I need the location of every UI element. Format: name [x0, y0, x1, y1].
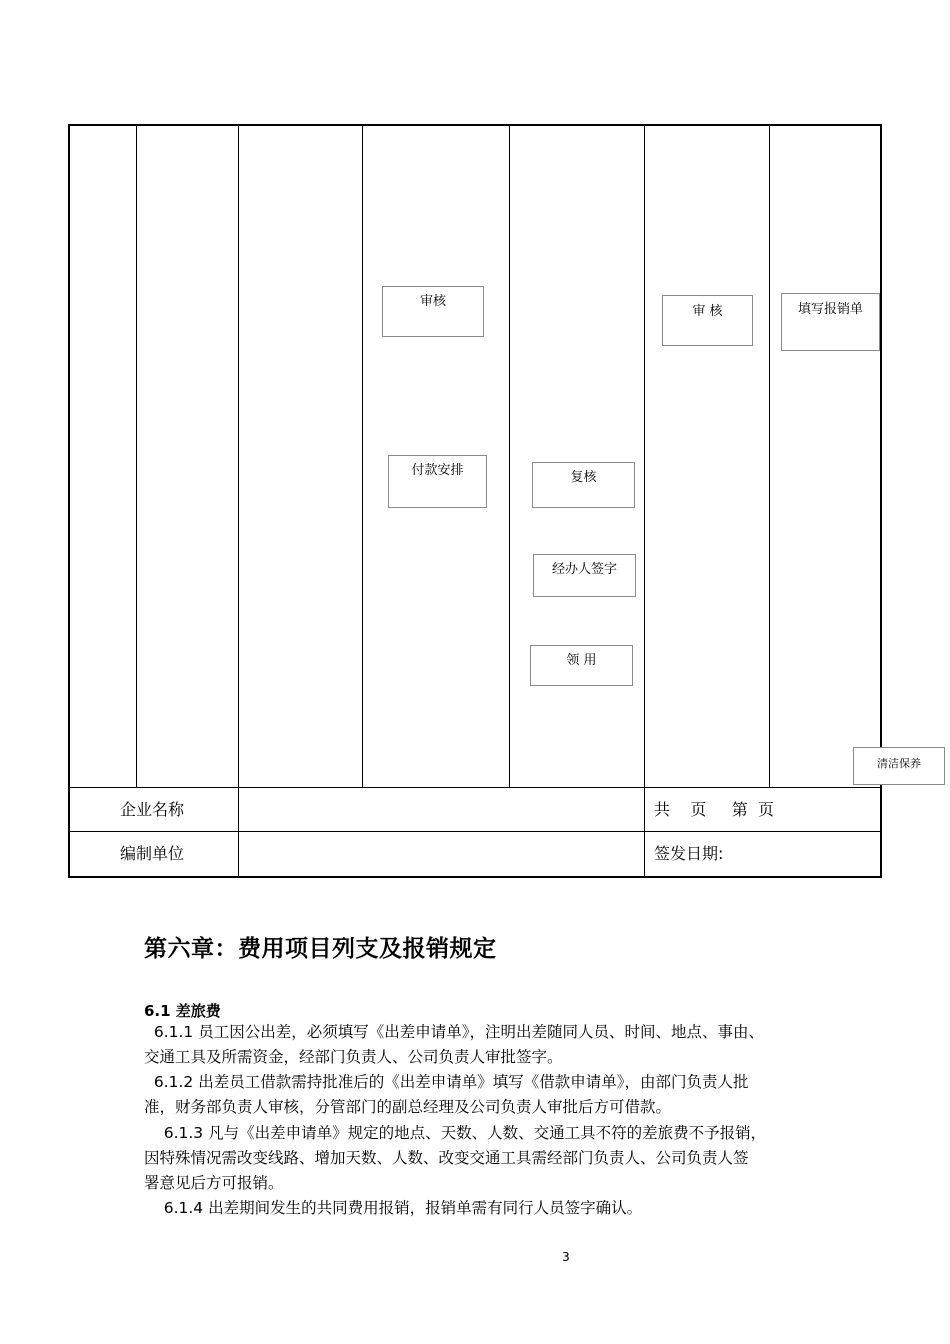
chapter-title: 第六章：费用项目列支及报销规定 [144, 936, 497, 962]
receive-box: 领 用 [530, 645, 633, 686]
audit-box-2: 审 核 [662, 295, 753, 346]
paragraph-line: 准，财务部负责人审核，分管部门的副总经理及公司负责人审批后方可借款。 [144, 1098, 672, 1116]
section-title: 6.1 差旅费 [144, 1002, 221, 1020]
paragraph-line: 6.1.4 出差期间发生的共同费用报销，报销单需有同行人员签字确认。 [144, 1199, 643, 1217]
recheck-box: 复核 [532, 462, 635, 508]
row-divider [69, 831, 881, 832]
fill-form-box: 填写报销单 [781, 293, 880, 351]
column-divider [136, 125, 137, 787]
paragraph-line: 因特殊情况需改变线路、增加天数、人数、改变交通工具需经部门负责人、公司负责人签 [144, 1149, 749, 1167]
row-divider [69, 787, 881, 788]
column-divider [362, 125, 363, 787]
page-count-text: 共 页 第 页 [654, 800, 774, 819]
paragraph-line: 6.1.3 凡与《出差申请单》规定的地点、天数、人数、交通工具不符的差旅费不予报销， [144, 1124, 767, 1142]
paragraph-line: 署意见后方可报销。 [144, 1174, 284, 1192]
column-divider [509, 125, 510, 787]
paragraph-line: 6.1.1 员工因公出差，必须填写《出差申请单》，注明出差随同人员、时间、地点、事由、 [144, 1023, 764, 1041]
page-number: 3 [562, 1250, 570, 1264]
column-divider [644, 125, 645, 877]
paragraph-line: 交通工具及所需资金，经部门负责人、公司负责人审批签字。 [144, 1048, 563, 1066]
payment-box: 付款安排 [388, 455, 487, 508]
handler-sign-box: 经办人签字 [533, 554, 636, 597]
column-divider [769, 125, 770, 787]
column-divider [238, 125, 239, 877]
paragraph-line: 6.1.2 出差员工借款需持批准后的《出差申请单》填写《借款申请单》，由部门负责人批 [144, 1073, 749, 1091]
company-name-label: 企业名称 [120, 800, 185, 819]
cleaning-box: 清洁保养 [853, 747, 945, 785]
compiling-unit-label: 编制单位 [120, 844, 185, 863]
issue-date-label: 签发日期: [654, 844, 724, 863]
audit-box: 审核 [382, 286, 484, 337]
